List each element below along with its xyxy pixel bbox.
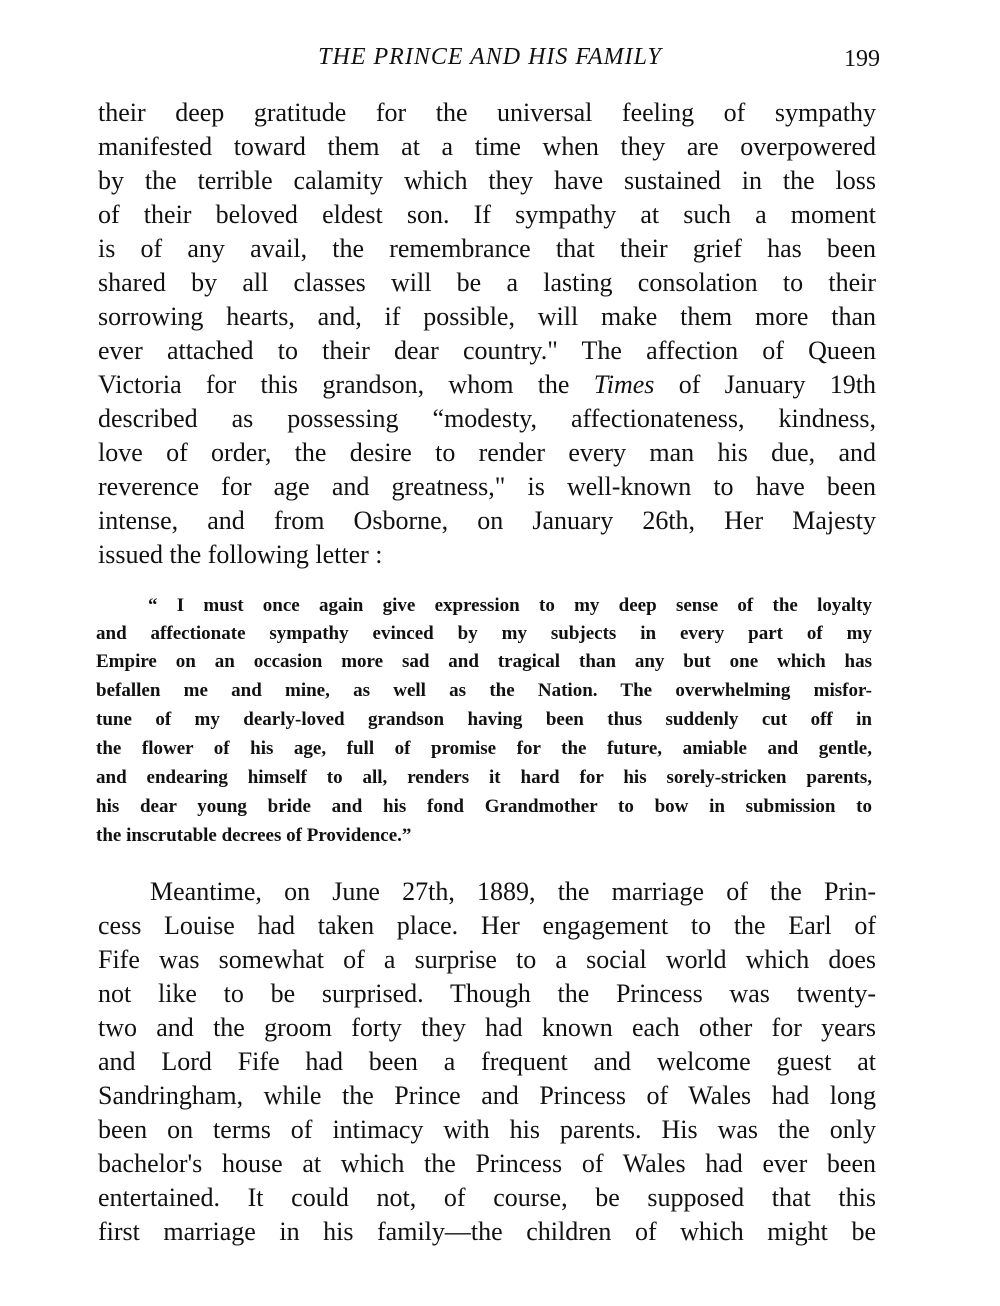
text-line: shared by all classes will be a lasting consolation to their (98, 268, 876, 297)
text-line: ever attached to their dear country." The affection of Queen (98, 336, 876, 365)
quote-line: befallen me and mine, as well as the Nation. The overwhelming misfor- (96, 680, 872, 701)
text-line: not like to be surprised. Though the Princess was twenty- (98, 979, 876, 1008)
quote-line: and endearing himself to all, renders it hard for his sorely-stricken parents, (96, 767, 872, 788)
quote-line: the inscrutable decrees of Providence.” (96, 825, 412, 846)
page-number: 199 (844, 46, 880, 72)
text-line: of their beloved eldest son. If sympathy at such a moment (98, 200, 876, 229)
text-line: described as possessing “modesty, affectionateness, kindness, (98, 404, 876, 433)
text-line: love of order, the desire to render every man his due, and (98, 438, 876, 467)
text-line: reverence for age and greatness," is well-known to have been (98, 472, 876, 501)
text-line-with-italic (98, 368, 876, 402)
quote-line: the flower of his age, full of promise for the future, amiable and gentle, (96, 738, 872, 759)
text-line: issued the following letter : (98, 540, 383, 569)
text-line: bachelor's house at which the Princess of Wales had ever been (98, 1149, 876, 1178)
text-line: two and the groom forty they had known each other for years (98, 1013, 876, 1042)
text-segment: of January 19th (654, 370, 876, 399)
quote-line: tune of my dearly-loved grandson having been thus suddenly cut off in (96, 709, 872, 730)
text-line: Meantime, on June 27th, 1889, the marriage of the Prin- (150, 877, 876, 906)
text-line: been on terms of intimacy with his parents. His was the only (98, 1115, 876, 1144)
text-line: manifested toward them at a time when they are overpowered (98, 132, 876, 161)
quote-line: his dear young bride and his fond Grandmother to bow in submission to (96, 796, 872, 817)
text-line: first marriage in his family—the children of which might be (98, 1217, 876, 1246)
quote-line: and affectionate sympathy evinced by my subjects in every part of my (96, 623, 872, 644)
text-line: their deep gratitude for the universal feeling of sympathy (98, 98, 876, 127)
text-line: Sandringham, while the Prince and Princess of Wales had long (98, 1081, 876, 1110)
text-line: Fife was somewhat of a surprise to a social world which does (98, 945, 876, 974)
newspaper-title-italic: Times (593, 370, 655, 399)
text-line: entertained. It could not, of course, be supposed that this (98, 1183, 876, 1212)
quote-line: Empire on an occasion more sad and tragical than any but one which has (96, 651, 872, 672)
text-segment: Victoria for this grandson, whom the (98, 370, 594, 399)
running-title: THE PRINCE AND HIS FAMILY (318, 44, 662, 70)
quote-line: “ I must once again give expression to my deep sense of the loyalty (148, 595, 872, 616)
text-line: is of any avail, the remembrance that their grief has been (98, 234, 876, 263)
text-line: intense, and from Osborne, on January 26th, Her Majesty (98, 506, 876, 535)
text-line: and Lord Fife had been a frequent and welcome guest at (98, 1047, 876, 1076)
running-head (100, 40, 880, 80)
text-line: sorrowing hearts, and, if possible, will make them more than (98, 302, 876, 331)
text-line: by the terrible calamity which they have sustained in the loss (98, 166, 876, 195)
text-line: cess Louise had taken place. Her engagement to the Earl of (98, 911, 876, 940)
